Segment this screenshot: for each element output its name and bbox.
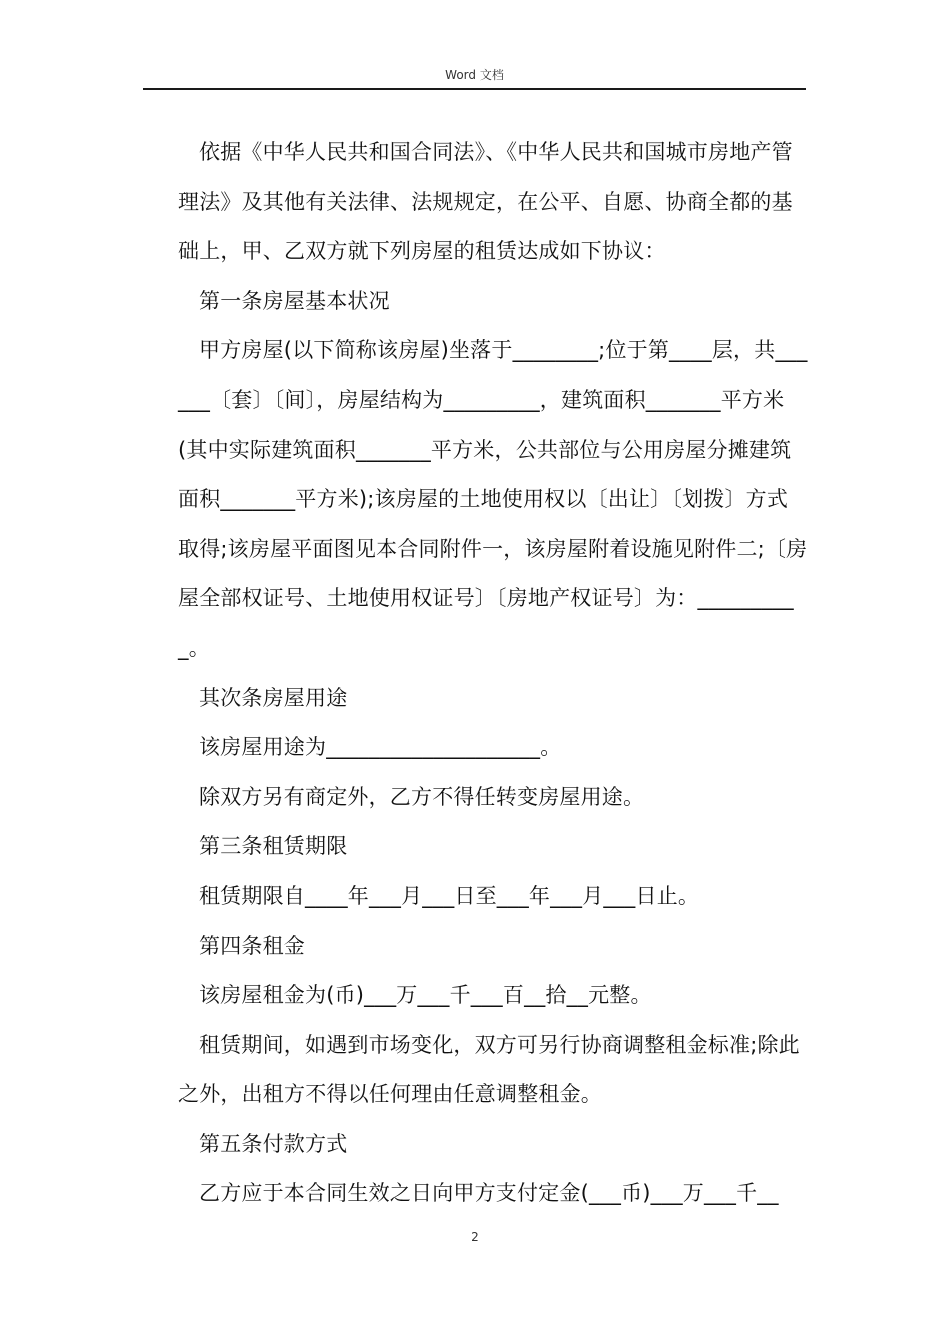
article-4-text-adjustment: 租赁期间，如遇到市场变化，双方可另行协商调整租金标准;除此之外，出租方不得以任何理由任意调整租金。 <box>178 1032 800 1107</box>
article-3-heading: 第三条租赁期限 <box>199 834 348 859</box>
article-2-heading: 其次条房屋用途 <box>199 685 348 710</box>
page-header <box>143 64 806 90</box>
article-1-heading: 第一条房屋基本状况 <box>199 288 390 313</box>
header-title: Word 文档 <box>445 68 504 82</box>
article-2-text-usage: 该房屋用途为____________________。 <box>199 735 562 760</box>
article-5-heading: 第五条付款方式 <box>199 1131 348 1156</box>
article-4-text-amount: 该房屋租金为(币)___万___千___百__拾__元整。 <box>199 983 652 1008</box>
article-3-text: 租赁期限自____年___月___日至___年___月___日止。 <box>199 883 700 908</box>
document-body <box>178 128 808 1219</box>
page-number: 2 <box>471 1230 479 1244</box>
article-2-text-restriction: 除双方另有商定外，乙方不得任转变房屋用途。 <box>199 784 645 809</box>
paragraph-preamble: 依据《中华人民共和国合同法》、《中华人民共和国城市房地产管理法》及其他有关法律、法规规定，在公平、自愿、协商全都的基础上，甲、乙双方就下列房屋的租赁达成如下协议： <box>178 140 793 264</box>
article-5-text: 乙方应于本合同生效之日向甲方支付定金(___币)___万___千__ <box>199 1181 779 1206</box>
article-1-text: 甲方房屋(以下简称该房屋)坐落于________;位于第____层，共______〔套〕〔间〕，房屋结构为_________，建筑面积_______平方米(其中实际建筑面积_______平方米，公共部位与公用房屋分摊建筑面积_______平方米);该房屋的土地使用权以〔出让〕〔划拨〕方式取得;该房屋平面图见本合同附件一，该房屋附着设施见附件二;〔房屋全部权证号、土地使用权证号〕〔房地产权证号〕为：__________。 <box>178 338 808 660</box>
article-4-heading: 第四条租金 <box>199 933 305 958</box>
